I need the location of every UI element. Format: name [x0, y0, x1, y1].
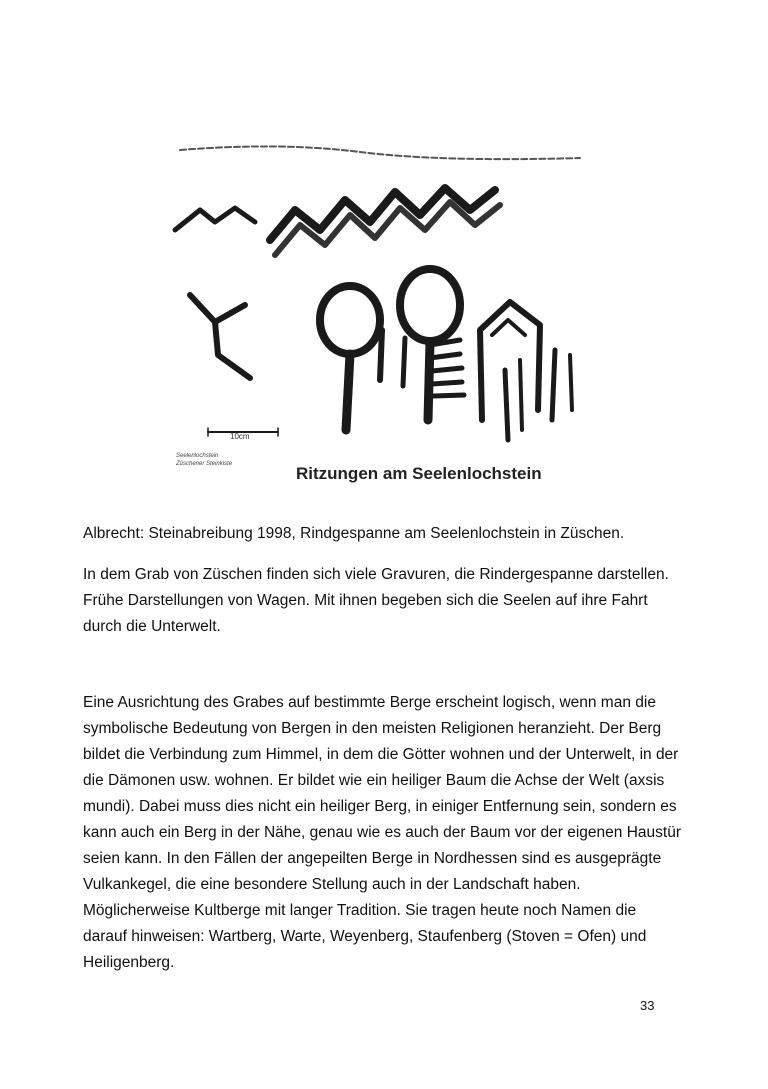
- rubbing-illustration: [160, 130, 600, 500]
- stone-rubbing-figure: [160, 130, 600, 500]
- paragraph-mountains: Eine Ausrichtung des Grabes auf bestimmte Berge erscheint logisch, wenn man die symbolische Bedeutung von Bergen in den meisten Religionen heranzieht. Der Berg bildet die Verbindung zum Himmel, in dem die Götter wohnen und der Unterwelt, in der die Dämonen usw. wohnen. Er bildet wie ein heiliger Baum die Achse der Welt (axsis mundi). Dabei muss dies nicht ein heiliger Berg, in einiger Entfernung sein, sondern es kann auch ein Berg in der Nähe, genau wie es auch der Baum vor der eigenen Haustür seien kann. In den Fällen der angepeilten Berge in Nordhessen sind es ausgeprägte Vulkankegel, die eine besondere Stellung auch in der Landschaft haben. Möglicherweise Kultberge mit langer Tradition. Sie tragen heute noch Namen die darauf hinweisen: Wartberg, Warte, Weyenberg, Staufenberg (Stoven = Ofen) und Heiligenberg.: [83, 694, 681, 971]
- paragraph-source: Albrecht: Steinabreibung 1998, Rindgespanne am Seelenlochstein in Züschen.: [83, 525, 625, 542]
- page-number: 33: [640, 998, 655, 1013]
- figure-caption: Ritzungen am Seelenlochstein: [296, 464, 542, 483]
- paragraph-engravings: In dem Grab von Züschen finden sich viele Gravuren, die Rindergespanne darstellen. Frühe Darstellungen von Wagen. Mit ihnen begeben sich die Seelen auf ihre Fahrt durch die Unterwelt.: [83, 566, 669, 635]
- scale-label: 10cm: [230, 432, 250, 441]
- rubbing-note-line1: Seelenlochstein: [176, 453, 219, 459]
- rubbing-note-line2: Züschener Steinkiste: [176, 461, 233, 467]
- rubbing-note: [176, 452, 232, 468]
